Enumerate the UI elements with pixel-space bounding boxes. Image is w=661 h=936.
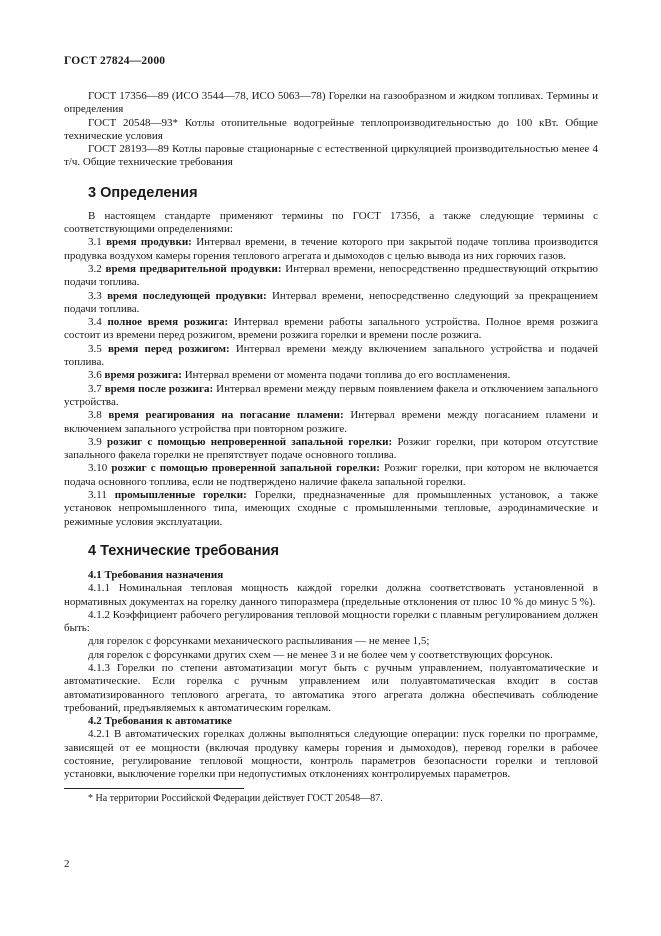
definition-term: розжиг с помощью непроверенной запальной горелки:	[107, 435, 393, 448]
definition-number: 3.5	[88, 342, 102, 355]
definition-text: Интервал времени между погасанием пламени и включением запального устройства при повторном розжиге.	[64, 409, 599, 435]
clause-4-1-2-item-mechanical: для горелок с форсунками механического распыливания — не менее 1,5;	[88, 635, 430, 648]
section-3-heading: 3 Определения	[88, 184, 198, 201]
definition-number: 3.11	[88, 489, 107, 502]
clause-4-1-2: 4.1.2 Коэффициент рабочего регулирования тепловой мощности горелки с плавным регулированием должен быть:	[64, 608, 598, 635]
clause-4-1-2-item-other: для горелок с форсунками других схем — не менее 3 и не более чем у соответствующих форсунок.	[88, 648, 553, 661]
definitions-list	[64, 236, 598, 529]
subsection-4-1-heading: 4.1 Требования назначения	[88, 568, 224, 581]
definition-number: 3.3	[88, 289, 102, 302]
definition-item	[64, 316, 598, 343]
definition-term: розжиг с помощью проверенной запальной горелки:	[111, 462, 380, 475]
definition-number: 3.10	[88, 462, 108, 475]
clause-4-1-3: 4.1.3 Горелки по степени автоматизации могут быть с ручным управлением, полуавтоматические и автоматические. Если горелка с ручным управлением или полуавтоматическая входит в состав автоматизированного теплового агрегата, то автоматика этого агрегата должна обеспечивать соблюдение требований, предъявляемых к автоматическим горелкам.	[64, 661, 598, 714]
reference-gost-28193: ГОСТ 28193—89 Котлы паровые стационарные с естественной циркуляцией производительностью менее 4 т/ч. Общие технические требования	[64, 143, 598, 169]
section-4-heading: 4 Технические требования	[88, 542, 280, 559]
definition-term: время перед розжигом:	[107, 342, 230, 355]
definition-item	[64, 409, 598, 436]
definition-item	[64, 290, 598, 317]
definition-text: Интервал времени между первым появлением факела и отключением запального устройства.	[64, 382, 598, 408]
definition-term: время розжига:	[104, 369, 182, 382]
definition-item	[64, 383, 598, 410]
definition-number: 3.8	[88, 409, 102, 422]
definition-number: 3.1	[88, 236, 102, 249]
definition-number: 3.4	[88, 316, 102, 329]
definition-text: Розжиг горелки, при котором не включается подача основного топлива, если не подтверждено наличие факела запальной горелки.	[64, 462, 599, 488]
definition-term: полное время розжига:	[107, 316, 229, 329]
definition-text: Розжиг горелки, при котором отсутствие запального факела горелки не препятствует подаче основного топлива.	[64, 435, 599, 462]
footnote-separator	[64, 788, 244, 789]
definition-item	[64, 462, 598, 489]
definition-number: 3.6	[88, 369, 102, 382]
definition-text: Интервал времени между включением запального устройства и подачей топлива.	[64, 342, 598, 369]
definition-term: время предварительной продувки:	[105, 262, 282, 275]
definition-text: Интервал времени от момента подачи топлива до его воспламенения.	[184, 369, 511, 382]
definition-text: Интервал времени, непосредственно следующий за прекращением подачи топлива.	[64, 289, 598, 315]
definition-text: Интервал времени, в течение которого при закрытой подаче топлива производится продувка воздухом камеры горения теплового агрегата и дымоходов с целью вывода из них горючих газов.	[64, 236, 599, 262]
definition-term: промышленные горелки:	[114, 489, 247, 502]
definition-number: 3.7	[88, 382, 102, 395]
definition-item	[64, 489, 598, 529]
section-3-intro: В настоящем стандарте применяют термины по ГОСТ 17356, а также следующие термины с соответствующими определениями:	[64, 209, 598, 236]
definition-number: 3.2	[88, 262, 102, 275]
page-number: 2	[64, 858, 70, 870]
definition-text: Интервал времени, непосредственно предшествующий открытию подачи топлива.	[64, 262, 599, 289]
definition-term: время последующей продувки:	[107, 289, 267, 302]
reference-gost-20548: ГОСТ 20548—93* Котлы отопительные водогрейные теплопроизводительностью до 100 кВт. Общие технические условия	[64, 116, 598, 142]
document-code-header: ГОСТ 27824—2000	[64, 55, 166, 67]
clause-4-1-1: 4.1.1 Номинальная тепловая мощность каждой горелки должна соответствовать установленной в нормативных документах на горелку данного типоразмера (предельные отклонения от плюс 10 % до минус 5 %).	[64, 582, 598, 608]
definition-term: время после розжига:	[104, 382, 214, 395]
reference-gost-17356: ГОСТ 17356—89 (ИСО 3544—78, ИСО 5063—78) Горелки на газообразном и жидком топливах. Термины и определения	[64, 90, 598, 116]
subsection-4-2-heading: 4.2 Требования к автоматике	[88, 715, 232, 728]
definition-item	[64, 236, 598, 263]
definition-term: время продувки:	[106, 236, 192, 249]
definition-item	[64, 343, 598, 370]
definition-item	[64, 369, 598, 382]
definition-text: Горелки, предназначенные для промышленных установок, а также установок непромышленного типа, имеющих сходные с промышленными тепловые, аэродинамические и режимные условия эксплуатации.	[64, 489, 599, 528]
definition-term: время реагирования на погасание пламени:	[108, 409, 344, 422]
footnote: * На территории Российской Федерации действует ГОСТ 20548—87.	[88, 792, 383, 804]
definition-number: 3.9	[88, 435, 102, 448]
document-page	[64, 55, 598, 805]
definition-text: Интервал времени работы запального устройства. Полное время розжига состоит из времени перед розжигом, времени розжига горелки и времени после розжига.	[64, 316, 598, 342]
definition-item	[64, 263, 598, 290]
clause-4-2-1: 4.2.1 В автоматических горелках должны выполняться следующие операции: пуск горелки по программе, зависящей от ее мощности (включая продувку камеры горения и дымоходов), перевод горелки в рабочее состояние, регулирование тепловой мощности, контроль параметров безопасности горелки и тепловой установки, выключение горелки при недопустимых отклонениях контролируемых параметров.	[64, 728, 598, 781]
definition-item	[64, 436, 598, 463]
